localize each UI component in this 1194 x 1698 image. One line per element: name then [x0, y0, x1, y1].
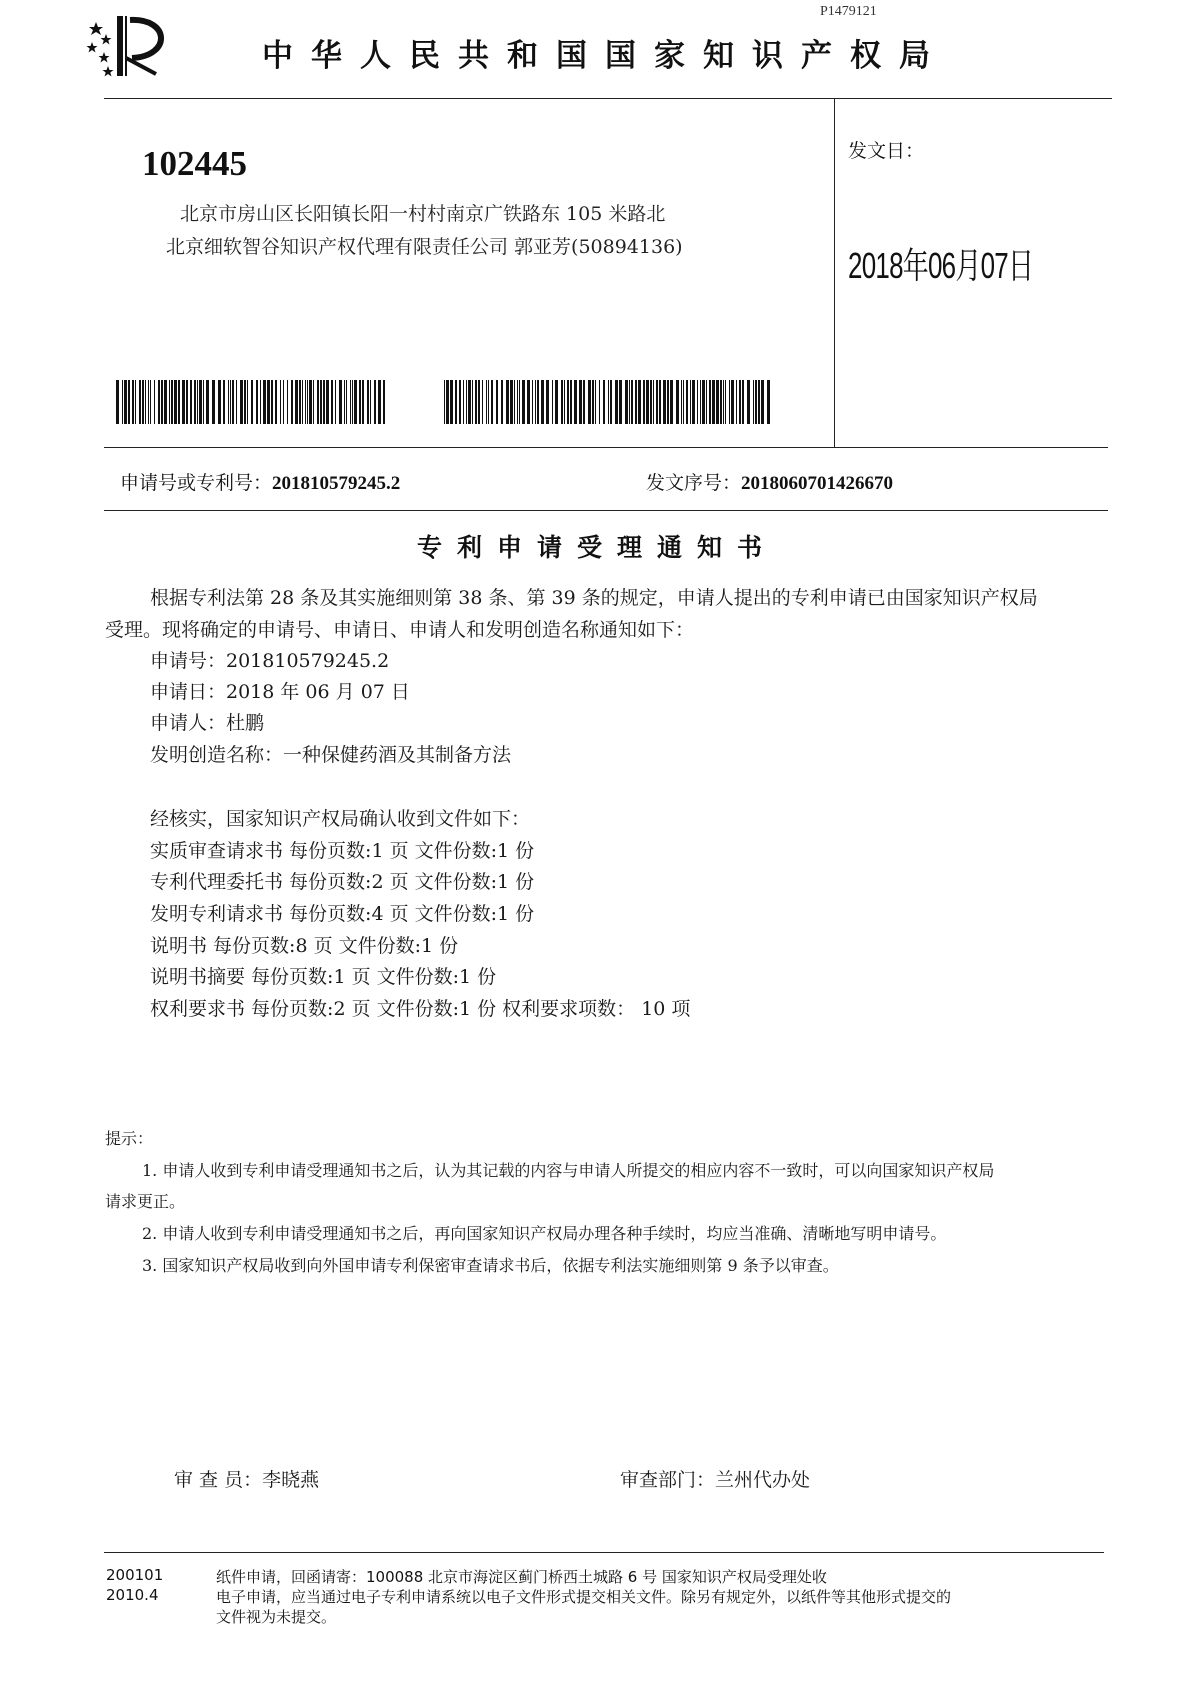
examiner-label: 审 查 员：: [174, 1469, 263, 1491]
barcode-right: [444, 380, 770, 424]
department-name: 兰州代办处: [715, 1469, 811, 1491]
address-block-divider: [104, 447, 1108, 448]
received-file: 发明专利请求书 每份页数:4 页 文件份数:1 份: [150, 903, 535, 925]
received-intro: 经核实，国家知识产权局确认收到文件如下：: [150, 808, 531, 830]
received-file: 说明书摘要 每份页数:1 页 文件份数:1 份: [150, 966, 497, 988]
mailing-recipient: 北京细软智谷知识产权代理有限责任公司 郭亚芳(50894136): [166, 236, 683, 258]
footer-code-1: 200101: [106, 1566, 164, 1584]
hints-label: 提示：: [105, 1129, 154, 1148]
field-filing-date: 申请日：2018 年 06 月 07 日: [150, 681, 410, 703]
intro-line-2: 受理。现将确定的申请号、申请日、申请人和发明创造名称通知如下：: [105, 619, 695, 641]
examiner: [174, 1465, 319, 1492]
application-number: [120, 468, 400, 495]
hint-1-continued: 请求更正。: [105, 1192, 186, 1211]
issue-date-label: 发文日：: [848, 140, 925, 162]
serial-number-label: 发文序号：: [646, 472, 742, 494]
footer-line-1: 纸件申请，回函请寄：100088 北京市海淀区蓟门桥西土城路 6 号 国家知识产权局受理处收: [216, 1568, 827, 1586]
field-applicant: 申请人：杜鹏: [150, 712, 265, 734]
application-number-label: 申请号或专利号：: [120, 472, 273, 494]
document-title: 专利申请受理通知书: [416, 533, 777, 562]
hint-3: 3. 国家知识产权局收到向外国申请专利保密审查请求书后，依据专利法实施细则第 9 条予以审查。: [142, 1256, 839, 1275]
field-invention-title: 发明创造名称：一种保健药酒及其制备方法: [150, 744, 512, 766]
barcode-left: [116, 380, 388, 424]
patent-office-logo: [86, 12, 182, 78]
received-file: 专利代理委托书 每份页数:2 页 文件份数:1 份: [150, 871, 535, 893]
intro-line-1: 根据专利法第 28 条及其实施细则第 38 条、第 39 条的规定，申请人提出的专利申请已由国家知识产权局: [150, 587, 1038, 609]
postcode: 102445: [142, 144, 247, 183]
date-column-divider: [834, 98, 835, 448]
footer-line-2: 电子申请，应当通过电子专利申请系统以电子文件形式提交相关文件。除另有规定外，以纸件等其他形式提交的: [216, 1588, 952, 1606]
received-file: 权利要求书 每份页数:2 页 文件份数:1 份 权利要求项数： 10 项: [150, 998, 691, 1020]
application-number-value: 201810579245.2: [272, 473, 401, 494]
header-divider: [104, 98, 1112, 99]
hint-2: 2. 申请人收到专利申请受理通知书之后，再向国家知识产权局办理各种手续时，均应当准确、清晰地写明申请号。: [142, 1224, 947, 1243]
agency-title: 中华人民共和国国家知识产权局: [262, 38, 948, 74]
document-code: P1479121: [820, 4, 877, 19]
received-file: 实质审查请求书 每份页数:1 页 文件份数:1 份: [150, 840, 535, 862]
field-application-number: 申请号：201810579245.2: [150, 650, 390, 672]
serial-number-value: 2018060701426670: [741, 473, 894, 494]
examiner-name: 李晓燕: [262, 1469, 320, 1491]
hint-1: 1. 申请人收到专利申请受理通知书之后，认为其记载的内容与申请人所提交的相应内容不一致时，可以向国家知识产权局: [142, 1161, 995, 1180]
department-label: 审查部门：: [620, 1469, 716, 1491]
mailing-address: 北京市房山区长阳镇长阳一村村南京广铁路东 105 米路北: [180, 203, 666, 225]
serial-number: [646, 468, 893, 495]
department: [620, 1465, 810, 1492]
footer-line-3: 文件视为未提交。: [216, 1608, 337, 1626]
received-file: 说明书 每份页数:8 页 文件份数:1 份: [150, 935, 459, 957]
footer-divider: [104, 1552, 1104, 1553]
footer-code-2: 2010.4: [106, 1586, 159, 1604]
issue-date-value: 2018年06月07日: [848, 245, 1034, 286]
meta-divider: [104, 510, 1108, 511]
